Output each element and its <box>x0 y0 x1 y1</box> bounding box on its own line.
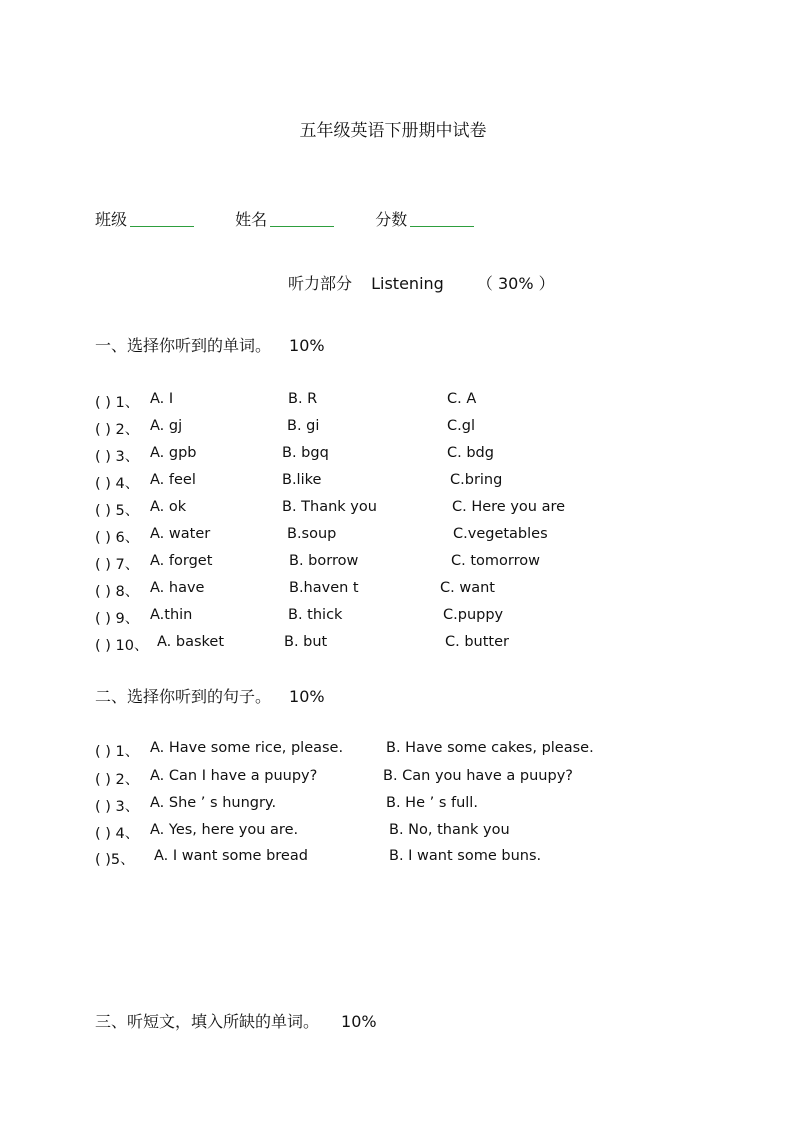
option-a: A. water <box>150 526 211 542</box>
option-c: C.gl <box>447 418 475 434</box>
class-label: 班级 <box>95 210 128 229</box>
option-a: A. ok <box>150 499 187 515</box>
item-number[interactable]: ( ) 10、 <box>95 638 149 654</box>
option-a: A. gj <box>150 418 183 434</box>
option-a: A. have <box>150 580 205 596</box>
page-title: 五年级英语下册期中试卷 <box>299 121 487 141</box>
option-a: A. feel <box>150 472 196 488</box>
section1-heading <box>95 333 325 356</box>
section1-percent: 10% <box>289 336 325 355</box>
option-a: A. I want some bread <box>154 848 308 864</box>
score-blank[interactable] <box>410 212 474 227</box>
section2-percent: 10% <box>289 687 325 706</box>
option-b: B. I want some buns. <box>389 848 542 864</box>
option-a: A. Can I have a puupy? <box>150 768 318 784</box>
option-c: C. Here you are <box>452 499 566 515</box>
item-number[interactable]: ( ) 2、 <box>95 422 140 438</box>
option-c: C. want <box>440 580 495 596</box>
class-field <box>95 207 194 230</box>
listening-percent: （ 30% ） <box>476 274 555 293</box>
section1-title: 一、选择你听到的单词。 <box>95 336 272 355</box>
name-blank[interactable] <box>270 212 334 227</box>
item-number[interactable]: ( ) 5、 <box>95 503 140 519</box>
option-b: B. thick <box>288 607 343 623</box>
section3-title: 三、听短文，填入所缺的单词。 <box>95 1012 320 1031</box>
item-number[interactable]: ( ) 3、 <box>95 799 140 815</box>
item-number[interactable]: ( ) 1、 <box>95 744 140 760</box>
option-b: B. Can you have a puupy? <box>383 768 573 784</box>
item-number[interactable]: ( ) 9、 <box>95 611 140 627</box>
item-number[interactable]: ( ) 7、 <box>95 557 140 573</box>
option-b: B. No, thank you <box>389 822 510 838</box>
option-c: C. tomorrow <box>451 553 540 569</box>
item-number[interactable]: ( ) 4、 <box>95 826 140 842</box>
score-label: 分数 <box>375 210 408 229</box>
option-a: A. I <box>150 391 174 407</box>
option-a: A. gpb <box>150 445 197 461</box>
option-a: A. basket <box>157 634 225 650</box>
option-b: B. bgq <box>282 445 329 461</box>
item-number[interactable]: ( ) 6、 <box>95 530 140 546</box>
option-c: C. butter <box>445 634 509 650</box>
name-field <box>235 207 334 230</box>
item-number[interactable]: ( ) 2、 <box>95 772 140 788</box>
option-c: C.puppy <box>443 607 504 623</box>
item-number[interactable]: ( ) 1、 <box>95 395 140 411</box>
section2-heading <box>95 684 325 707</box>
listening-header <box>288 271 555 294</box>
score-field <box>375 207 474 230</box>
name-label: 姓名 <box>235 210 268 229</box>
item-number[interactable]: ( ) 4、 <box>95 476 140 492</box>
item-number[interactable]: ( ) 3、 <box>95 449 140 465</box>
listening-english: Listening <box>371 274 444 293</box>
option-b: B.like <box>282 472 322 488</box>
option-b: B. Have some cakes, please. <box>386 740 594 756</box>
option-b: B. gi <box>287 418 320 434</box>
section3-heading <box>95 1009 377 1032</box>
section3-percent: 10% <box>341 1012 377 1031</box>
section2-title: 二、选择你听到的句子。 <box>95 687 272 706</box>
item-number[interactable]: ( ) 8、 <box>95 584 140 600</box>
option-b: B.soup <box>287 526 337 542</box>
option-a: A. She ’ s hungry. <box>150 795 277 811</box>
option-b: B. He ’ s full. <box>386 795 478 811</box>
option-b: B. R <box>288 391 318 407</box>
option-a: A. forget <box>150 553 213 569</box>
option-b: B. Thank you <box>282 499 377 515</box>
item-number[interactable]: ( )5、 <box>95 852 135 868</box>
option-b: B. borrow <box>289 553 359 569</box>
option-c: C.bring <box>450 472 503 488</box>
option-c: C. A <box>447 391 477 407</box>
option-c: C. bdg <box>447 445 494 461</box>
student-info <box>95 207 510 230</box>
option-a: A. Yes, here you are. <box>150 822 299 838</box>
option-b: B.haven t <box>289 580 359 596</box>
option-a: A.thin <box>150 607 193 623</box>
listening-label: 听力部分 <box>288 274 353 293</box>
option-c: C.vegetables <box>453 526 548 542</box>
option-a: A. Have some rice, please. <box>150 740 344 756</box>
class-blank[interactable] <box>130 212 194 227</box>
option-b: B. but <box>284 634 328 650</box>
